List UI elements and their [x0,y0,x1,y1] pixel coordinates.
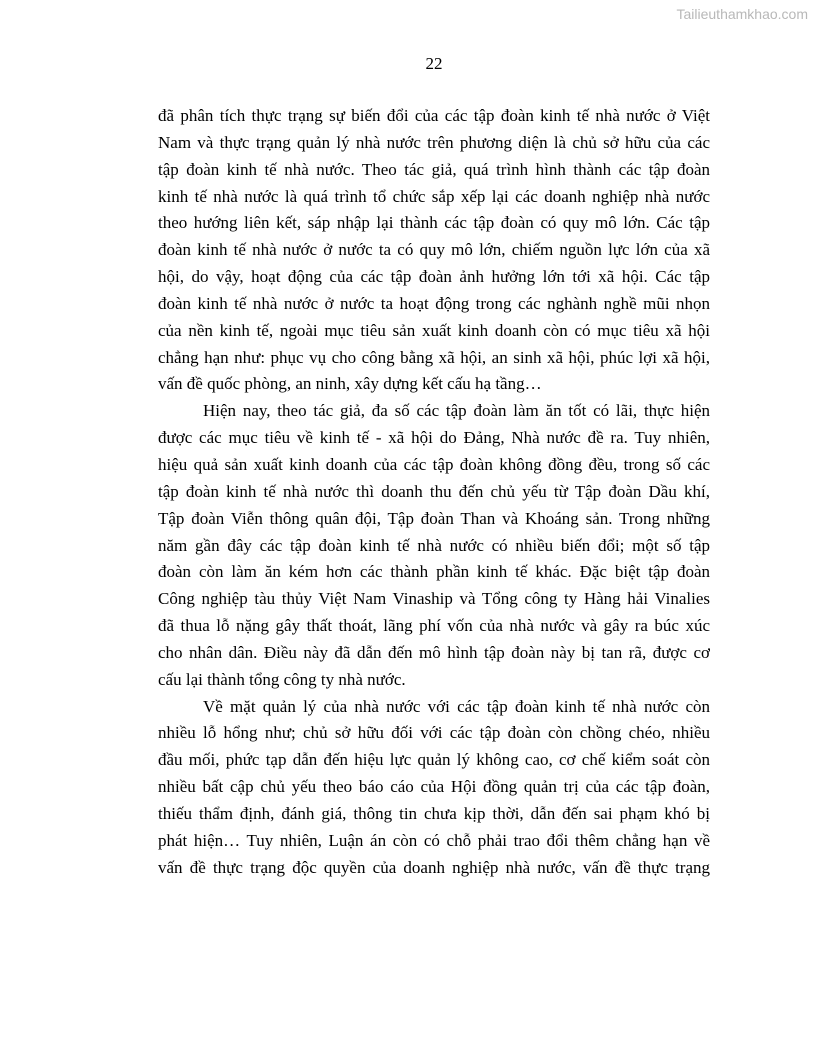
text-line: kinh tế nhà nước là quá trình tổ chức sắp xếp lại các doanh nghiệp nhà nước [158,186,710,206]
text-line: nhiều bất cập chủ yếu theo báo cáo của Hội đồng quản trị của các tập đoàn, [158,777,710,797]
text-line: của nền kinh tế, ngoài mục tiêu sản xuất kinh doanh còn có mục tiêu xã hội [158,320,710,340]
text-line: theo hướng liên kết, sáp nhập lại thành các tập đoàn có quy mô lớn. Các tập [158,213,710,233]
text-line: Công nghiệp tàu thủy Việt Nam Vinaship và Tổng công ty Hàng hải Vinalies [158,589,710,609]
text-line: cấu lại thành tổng công ty nhà nước. [158,669,406,689]
paragraph-2 [158,398,710,693]
paragraph-3 [158,694,710,882]
text-line: phát hiện… Tuy nhiên, Luận án còn có chỗ phải trao đổi thêm chẳng hạn về [158,830,710,850]
text-line: vấn đề thực trạng độc quyền của doanh nghiệp nhà nước, vấn đề thực trạng [158,857,710,877]
text-line: chẳng hạn như: phục vụ cho công bằng xã hội, an sinh xã hội, phúc lợi xã hội, [158,347,710,367]
text-line: năm gần đây các tập đoàn kinh tế nhà nước có nhiều biến đổi; một số tập [158,535,710,555]
watermark: Tailieuthamkhao.com [676,6,808,22]
document-body [158,103,710,881]
text-line: Tập đoàn Viễn thông quân đội, Tập đoàn Than và Khoáng sản. Trong những [158,508,710,528]
text-line: Nam và thực trạng quản lý nhà nước trên phương diện là chủ sở hữu của các [158,132,710,152]
text-line: tập đoàn kinh tế nhà nước. Theo tác giả, quá trình hình thành các tập đoàn [158,159,710,179]
text-line: Về mặt quản lý của nhà nước với các tập đoàn kinh tế nhà nước còn [203,696,710,716]
text-line: đoàn kinh tế nhà nước ở nước ta có quy mô lớn, chiếm nguồn lực lớn của xã [158,240,710,260]
text-line: nhiều lỗ hổng như; chủ sở hữu đối với các tập đoàn còn chồng chéo, nhiều [158,723,710,743]
page-number: 22 [425,54,443,73]
paragraph-1 [158,103,710,398]
text-line: hội, do vậy, hoạt động của các tập đoàn ảnh hưởng lớn tới xã hội. Các tập [158,267,710,287]
text-line: cho nhân dân. Điều này đã dẫn đến mô hình tập đoàn này bị tan rã, được cơ [158,642,710,662]
text-line: đoàn còn làm ăn kém hơn các thành phần kinh tế khác. Đặc biệt tập đoàn [158,562,710,582]
text-line: đã thua lỗ nặng gây thất thoát, lãng phí vốn của nhà nước và gây ra búc xúc [158,616,710,636]
text-line: hiệu quả sản xuất kinh doanh của các tập đoàn không đồng đều, trong số các [158,454,710,474]
text-line: tập đoàn kinh tế nhà nước thì doanh thu đến chủ yếu từ Tập đoàn Dầu khí, [158,481,710,501]
text-line: được các mục tiêu về kinh tế - xã hội do Đảng, Nhà nước đề ra. Tuy nhiên, [158,428,710,448]
text-line: Hiện nay, theo tác giả, đa số các tập đoàn làm ăn tốt có lãi, thực hiện [203,401,710,421]
text-line: đầu mối, phức tạp dẫn đến hiệu lực quản lý không cao, cơ chế kiểm soát còn [158,750,710,770]
text-line: vấn đề quốc phòng, an ninh, xây dựng kết cấu hạ tầng… [158,374,542,394]
text-line: thiếu thẩm định, đánh giá, thông tin chưa kịp thời, dẫn đến sai phạm khó bị [158,803,710,823]
text-line: đoàn kinh tế nhà nước ở nước ta hoạt động trong các nghành nghề mũi nhọn [158,293,710,313]
text-line: đã phân tích thực trạng sự biến đổi của các tập đoàn kinh tế nhà nước ở Việt [158,106,710,125]
